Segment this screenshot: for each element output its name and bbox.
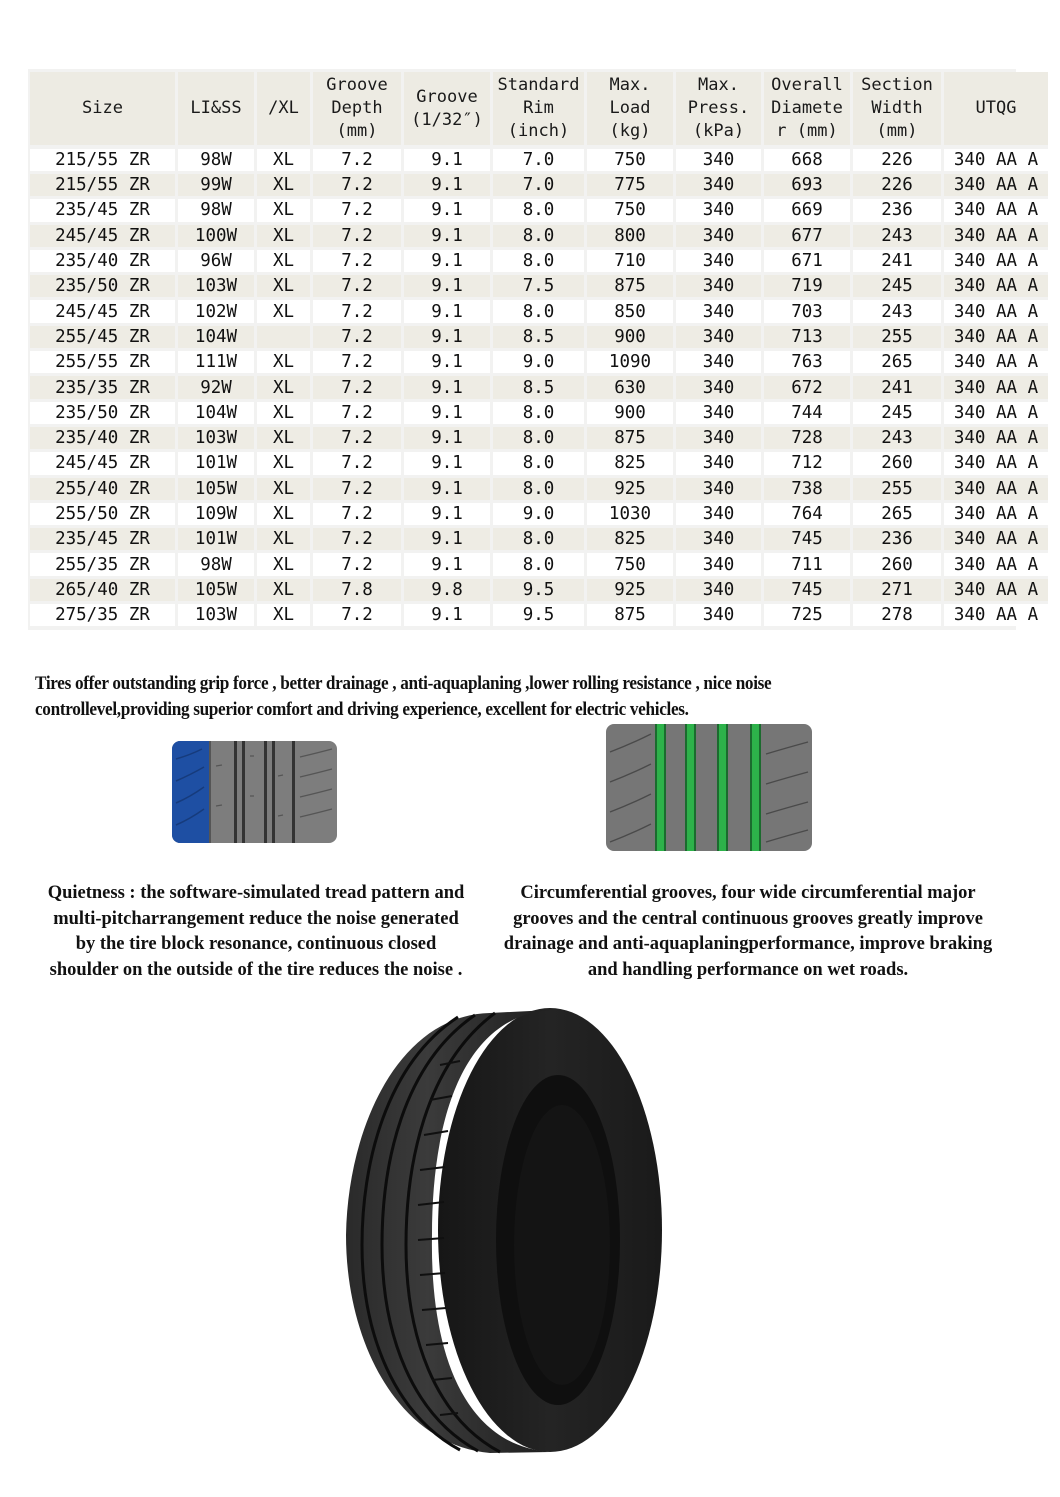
column-header-line: Groove	[416, 86, 478, 107]
table-cell: 100W	[178, 222, 254, 247]
table-cell: 340	[676, 424, 761, 449]
table-cell: XL	[257, 525, 310, 550]
table-row	[30, 550, 1048, 575]
table-cell: 235/40 ZR	[30, 424, 175, 449]
column-header-line: (kg)	[609, 121, 651, 141]
table-row	[30, 525, 1048, 550]
table-cell: XL	[257, 247, 310, 272]
table-row	[30, 323, 1048, 348]
table-cell: 900	[587, 399, 673, 424]
table-cell: 255/55 ZR	[30, 348, 175, 373]
spec-table	[27, 72, 1051, 626]
table-cell: 104W	[178, 399, 254, 424]
table-cell: 340 AA A	[944, 601, 1048, 626]
table-cell: XL	[257, 145, 310, 171]
table-cell: 775	[587, 171, 673, 196]
column-header	[764, 72, 850, 145]
column-header-line: LI&SS	[190, 98, 242, 118]
table-cell: 340 AA A	[944, 475, 1048, 500]
table-cell: XL	[257, 475, 310, 500]
feature-line: shoulder on the outside of the tire reduces the noise .	[49, 959, 463, 980]
table-cell: XL	[257, 171, 310, 196]
table-row	[30, 399, 1048, 424]
table-cell: 340	[676, 297, 761, 322]
table-cell: 9.1	[404, 222, 490, 247]
table-cell: 8.5	[493, 323, 584, 348]
table-cell: XL	[257, 576, 310, 601]
column-header	[313, 72, 401, 145]
table-cell: 745	[764, 525, 850, 550]
table-cell: 271	[853, 576, 941, 601]
table-cell: 850	[587, 297, 673, 322]
table-cell: 98W	[178, 196, 254, 221]
column-header	[587, 72, 673, 145]
table-cell: 9.1	[404, 500, 490, 525]
table-cell: 9.1	[404, 272, 490, 297]
table-cell: 215/55 ZR	[30, 145, 175, 171]
table-cell: 340	[676, 449, 761, 474]
column-header-line: (inch)	[507, 121, 570, 141]
table-cell: 7.2	[313, 348, 401, 373]
column-header-line: (kPa)	[692, 121, 745, 141]
table-cell: 243	[853, 424, 941, 449]
table-cell: 8.0	[493, 196, 584, 221]
table-cell: 900	[587, 323, 673, 348]
table-cell: 101W	[178, 525, 254, 550]
table-cell: 8.0	[493, 550, 584, 575]
table-cell: 340	[676, 323, 761, 348]
column-header-line: Size	[82, 98, 123, 118]
column-header-line: Max.	[609, 75, 651, 95]
feature-line: drainage and anti-aquaplaningperformance, improve braking	[503, 934, 993, 954]
table-cell: 260	[853, 449, 941, 474]
tread-grooves-highlight-image	[606, 724, 812, 851]
table-cell: 713	[764, 323, 850, 348]
table-cell: 255	[853, 475, 941, 500]
feature-line: and handling performance on wet roads.	[587, 959, 909, 980]
table-cell: 738	[764, 475, 850, 500]
table-cell: 7.2	[313, 171, 401, 196]
table-row	[30, 196, 1048, 221]
table-cell: 241	[853, 247, 941, 272]
table-cell: 9.1	[404, 449, 490, 474]
table-cell: 340	[676, 550, 761, 575]
table-row	[30, 475, 1048, 500]
column-header-line: Groove	[326, 75, 388, 95]
table-cell: 265	[853, 500, 941, 525]
table-cell: 9.1	[404, 373, 490, 398]
column-header-line: Press.	[687, 98, 750, 118]
table-cell: 340	[676, 475, 761, 500]
table-cell: 245/45 ZR	[30, 222, 175, 247]
table-cell: 245/45 ZR	[30, 297, 175, 322]
column-header-line: Depth	[331, 98, 383, 118]
table-cell: 340 AA A	[944, 247, 1048, 272]
table-cell: 245	[853, 399, 941, 424]
table-cell: 8.0	[493, 399, 584, 424]
table-cell: 9.1	[404, 399, 490, 424]
table-cell: 7.5	[493, 272, 584, 297]
table-cell: 9.1	[404, 601, 490, 626]
table-cell: 7.2	[313, 424, 401, 449]
table-cell: 750	[587, 550, 673, 575]
table-cell: 669	[764, 196, 850, 221]
table-cell: 875	[587, 601, 673, 626]
column-header	[30, 72, 175, 145]
column-header-line: Max.	[698, 75, 739, 95]
table-cell: 340 AA A	[944, 399, 1048, 424]
table-cell: XL	[257, 348, 310, 373]
column-header	[676, 72, 761, 145]
table-cell: 340 AA A	[944, 171, 1048, 196]
table-cell: 255/35 ZR	[30, 550, 175, 575]
table-cell: 255/50 ZR	[30, 500, 175, 525]
table-cell: 7.2	[313, 272, 401, 297]
column-header-line: (1/32″)	[411, 109, 483, 130]
table-cell: 103W	[178, 424, 254, 449]
table-cell: XL	[257, 196, 310, 221]
table-cell: 105W	[178, 475, 254, 500]
table-row	[30, 297, 1048, 322]
table-cell: 7.2	[313, 323, 401, 348]
table-cell: 750	[587, 196, 673, 221]
column-header-line: Rim	[523, 98, 554, 118]
table-cell: 255/45 ZR	[30, 323, 175, 348]
column-header	[853, 72, 941, 145]
table-cell: 9.1	[404, 323, 490, 348]
table-cell: 728	[764, 424, 850, 449]
table-cell: 340 AA A	[944, 145, 1048, 171]
table-cell: 745	[764, 576, 850, 601]
table-cell: 9.5	[493, 576, 584, 601]
feature-quietness-text	[30, 881, 482, 983]
table-cell: 711	[764, 550, 850, 575]
table-cell: 763	[764, 348, 850, 373]
feature-line: by the tire block resonance, continuous closed	[75, 934, 437, 954]
table-cell: 226	[853, 171, 941, 196]
table-cell: 236	[853, 196, 941, 221]
table-cell: 235/45 ZR	[30, 196, 175, 221]
tire-photo	[340, 1005, 670, 1460]
table-cell: 744	[764, 399, 850, 424]
table-cell: 340	[676, 525, 761, 550]
table-cell: 340	[676, 500, 761, 525]
table-cell: 671	[764, 247, 850, 272]
table-cell: 9.1	[404, 196, 490, 221]
table-cell	[257, 323, 310, 348]
table-cell: 9.8	[404, 576, 490, 601]
table-cell: 215/55 ZR	[30, 171, 175, 196]
column-header-line: (mm)	[876, 121, 918, 141]
table-cell: 98W	[178, 145, 254, 171]
table-cell: 340 AA A	[944, 196, 1048, 221]
table-cell: 340	[676, 196, 761, 221]
table-cell: 7.2	[313, 500, 401, 525]
table-cell: 340 AA A	[944, 449, 1048, 474]
table-cell: 9.1	[404, 297, 490, 322]
table-cell: 875	[587, 272, 673, 297]
column-header-line: (mm)	[336, 121, 378, 141]
table-cell: 925	[587, 576, 673, 601]
table-row	[30, 500, 1048, 525]
table-cell: 875	[587, 424, 673, 449]
table-cell: 101W	[178, 449, 254, 474]
table-cell: 9.0	[493, 348, 584, 373]
table-cell: 925	[587, 475, 673, 500]
table-cell: 800	[587, 222, 673, 247]
table-cell: 7.2	[313, 601, 401, 626]
column-header	[493, 72, 584, 145]
table-cell: 9.1	[404, 424, 490, 449]
table-cell: 275/35 ZR	[30, 601, 175, 626]
feature-line: Circumferential grooves, four wide circumferential major	[520, 883, 976, 903]
table-cell: 1090	[587, 348, 673, 373]
column-header	[257, 72, 310, 145]
table-cell: 340	[676, 222, 761, 247]
table-cell: 9.1	[404, 475, 490, 500]
table-cell: XL	[257, 222, 310, 247]
table-cell: 825	[587, 525, 673, 550]
table-cell: 9.1	[404, 247, 490, 272]
table-body	[30, 145, 1048, 626]
table-cell: 103W	[178, 601, 254, 626]
table-cell: 340 AA A	[944, 297, 1048, 322]
table-cell: 7.2	[313, 196, 401, 221]
table-cell: 340 AA A	[944, 550, 1048, 575]
table-cell: XL	[257, 449, 310, 474]
table-cell: 7.2	[313, 247, 401, 272]
table-cell: 103W	[178, 272, 254, 297]
table-cell: 278	[853, 601, 941, 626]
table-cell: 764	[764, 500, 850, 525]
table-row	[30, 449, 1048, 474]
column-header-line: UTQG	[975, 98, 1017, 118]
table-cell: 340	[676, 272, 761, 297]
table-cell: 7.2	[313, 449, 401, 474]
table-cell: 340 AA A	[944, 323, 1048, 348]
table-cell: 9.1	[404, 525, 490, 550]
table-cell: 8.0	[493, 475, 584, 500]
table-cell: 750	[587, 145, 673, 171]
table-cell: 235/40 ZR	[30, 247, 175, 272]
table-cell: 8.0	[493, 424, 584, 449]
table-cell: 693	[764, 171, 850, 196]
table-cell: 340 AA A	[944, 525, 1048, 550]
table-cell: 260	[853, 550, 941, 575]
table-cell: 340	[676, 171, 761, 196]
table-cell: 719	[764, 272, 850, 297]
column-header-line: Overall	[771, 75, 843, 95]
table-cell: 7.2	[313, 222, 401, 247]
table-cell: 340 AA A	[944, 222, 1048, 247]
table-row	[30, 373, 1048, 398]
table-cell: 7.2	[313, 145, 401, 171]
table-cell: 630	[587, 373, 673, 398]
table-cell: 8.0	[493, 222, 584, 247]
table-cell: 710	[587, 247, 673, 272]
table-cell: 8.0	[493, 525, 584, 550]
intro-line: Tires offer outstanding grip force , better drainage , anti-aquaplaning ,lower rolling resistance , nice noise	[35, 674, 772, 694]
table-cell: 340	[676, 576, 761, 601]
table-cell: 340 AA A	[944, 373, 1048, 398]
table-cell: 265/40 ZR	[30, 576, 175, 601]
table-cell: XL	[257, 550, 310, 575]
column-header-line: Diamete	[771, 98, 843, 118]
table-cell: 8.5	[493, 373, 584, 398]
table-row	[30, 601, 1048, 626]
table-cell: XL	[257, 297, 310, 322]
table-cell: 7.8	[313, 576, 401, 601]
table-cell: XL	[257, 601, 310, 626]
table-cell: 340 AA A	[944, 348, 1048, 373]
table-cell: 703	[764, 297, 850, 322]
table-cell: 7.2	[313, 525, 401, 550]
table-cell: 340	[676, 247, 761, 272]
table-cell: 340	[676, 373, 761, 398]
table-row	[30, 171, 1048, 196]
feature-line: multi-pitcharrangement reduce the noise generated	[53, 908, 459, 929]
table-row	[30, 348, 1048, 373]
table-cell: 245	[853, 272, 941, 297]
table-cell: 677	[764, 222, 850, 247]
table-cell: 340 AA A	[944, 500, 1048, 525]
table-cell: 672	[764, 373, 850, 398]
table-cell: 725	[764, 601, 850, 626]
column-header	[178, 72, 254, 145]
table-cell: 226	[853, 145, 941, 171]
table-row	[30, 424, 1048, 449]
feature-line: grooves and the central continuous grooves greatly improve	[513, 908, 983, 929]
table-cell: 8.0	[493, 247, 584, 272]
table-cell: XL	[257, 500, 310, 525]
table-cell: 241	[853, 373, 941, 398]
table-cell: 340 AA A	[944, 576, 1048, 601]
table-cell: 9.1	[404, 348, 490, 373]
table-cell: 104W	[178, 323, 254, 348]
table-cell: 235/35 ZR	[30, 373, 175, 398]
table-cell: 102W	[178, 297, 254, 322]
table-cell: 340	[676, 348, 761, 373]
table-cell: 243	[853, 297, 941, 322]
table-cell: 340	[676, 601, 761, 626]
table-cell: XL	[257, 272, 310, 297]
column-header-line: Section	[861, 75, 933, 95]
table-cell: 8.0	[493, 297, 584, 322]
column-header-line: /XL	[268, 98, 299, 118]
table-cell: 9.5	[493, 601, 584, 626]
table-row	[30, 145, 1048, 171]
intro-line: controllevel,providing superior comfort and driving experience, excellent for electric vehicles.	[35, 699, 689, 720]
column-header	[944, 72, 1048, 145]
table-cell: 96W	[178, 247, 254, 272]
tread-shoulder-highlight-image	[172, 741, 337, 843]
table-cell: 235/50 ZR	[30, 272, 175, 297]
table-cell: 340 AA A	[944, 424, 1048, 449]
table-cell: 92W	[178, 373, 254, 398]
table-row	[30, 247, 1048, 272]
column-header-line: Load	[609, 98, 651, 118]
table-cell: 98W	[178, 550, 254, 575]
table-cell: 340	[676, 145, 761, 171]
table-cell: 105W	[178, 576, 254, 601]
table-cell: 99W	[178, 171, 254, 196]
column-header-line: r (mm)	[776, 121, 838, 141]
table-row	[30, 272, 1048, 297]
table-cell: 7.2	[313, 475, 401, 500]
table-cell: XL	[257, 373, 310, 398]
spec-table-container	[28, 69, 1039, 630]
table-cell: 9.0	[493, 500, 584, 525]
table-cell: 9.1	[404, 171, 490, 196]
table-cell: 7.2	[313, 373, 401, 398]
column-header	[404, 72, 490, 145]
table-cell: 712	[764, 449, 850, 474]
table-cell: 1030	[587, 500, 673, 525]
table-cell: XL	[257, 424, 310, 449]
table-cell: 236	[853, 525, 941, 550]
table-cell: 235/45 ZR	[30, 525, 175, 550]
column-header-line: Width	[871, 98, 923, 118]
table-cell: XL	[257, 399, 310, 424]
table-cell: 340	[676, 399, 761, 424]
table-cell: 111W	[178, 348, 254, 373]
table-cell: 245/45 ZR	[30, 449, 175, 474]
table-cell: 825	[587, 449, 673, 474]
table-cell: 265	[853, 348, 941, 373]
feature-line: Quietness : the software-simulated tread pattern and	[47, 883, 465, 903]
table-cell: 7.2	[313, 399, 401, 424]
table-header-row	[30, 72, 1048, 145]
table-cell: 255/40 ZR	[30, 475, 175, 500]
intro-paragraph	[35, 672, 872, 723]
table-cell: 340 AA A	[944, 272, 1048, 297]
table-cell: 109W	[178, 500, 254, 525]
table-row	[30, 222, 1048, 247]
table-cell: 7.2	[313, 297, 401, 322]
table-cell: 235/50 ZR	[30, 399, 175, 424]
table-cell: 8.0	[493, 449, 584, 474]
table-cell: 7.0	[493, 171, 584, 196]
table-cell: 243	[853, 222, 941, 247]
feature-grooves-text	[488, 881, 1008, 983]
table-row	[30, 576, 1048, 601]
column-header-line: Standard	[497, 75, 580, 95]
table-cell: 9.1	[404, 145, 490, 171]
table-cell: 9.1	[404, 550, 490, 575]
table-cell: 255	[853, 323, 941, 348]
table-cell: 7.0	[493, 145, 584, 171]
table-cell: 668	[764, 145, 850, 171]
table-cell: 7.2	[313, 550, 401, 575]
